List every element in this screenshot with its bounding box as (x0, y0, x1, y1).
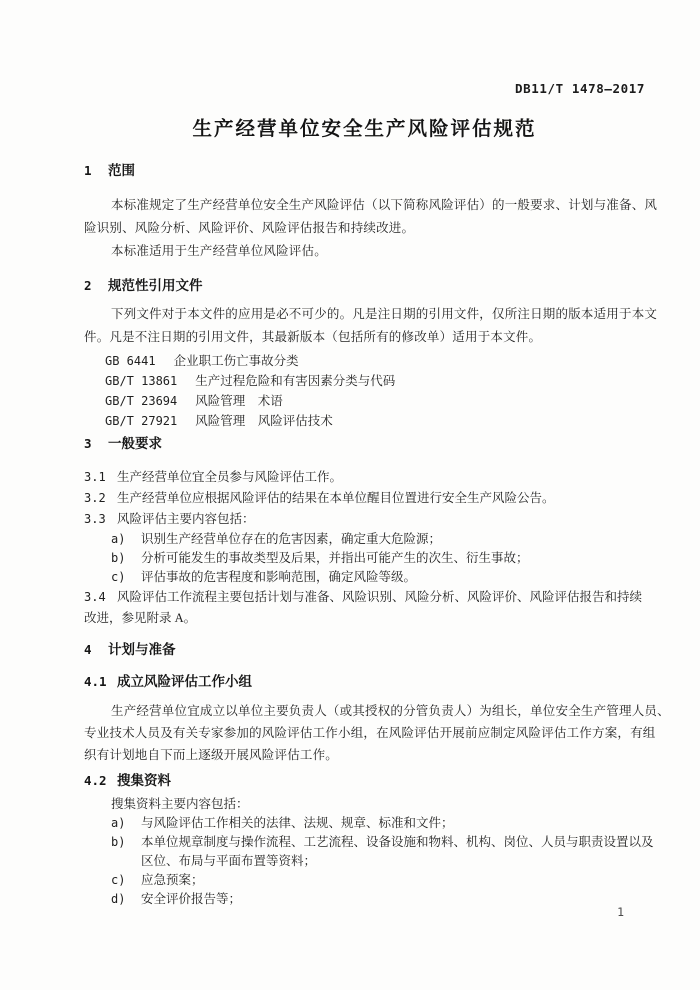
section-4-2-heading (84, 772, 645, 790)
clause-3-4-continuation: 改进，参见附录 A。 (84, 611, 197, 625)
section-2-title: 规范性引用文件 (108, 278, 203, 293)
list-item-a (84, 530, 645, 549)
paragraph-line: 织有计划地自下而上逐级开展风险评估工作。 (84, 748, 339, 762)
paragraph-line: 件。凡是不注日期的引用文件，其最新版本（包括所有的修改单）适用于本文件。 (84, 330, 542, 344)
paragraph-line: 险识别、风险分析、风险评价、风险评估报告和持续改进。 (84, 221, 415, 235)
section-2-heading (84, 277, 645, 295)
section-4-number: 4 (84, 642, 92, 657)
reference-name: 风险管理 术语 (195, 394, 283, 408)
section-4-heading (84, 641, 645, 659)
section-1-heading (84, 162, 645, 180)
section-1-paragraph (84, 194, 658, 263)
paragraph-line: 本标准规定了生产经营单位安全生产风险评估（以下简称风险评估）的一般要求、计划与准备、风 (111, 198, 658, 212)
section-3-heading (84, 435, 645, 453)
list-item-text: 评估事故的危害程度和影响范围，确定风险等级。 (141, 570, 417, 584)
clause-number: 3.3 (84, 512, 106, 526)
list-item-c (84, 568, 645, 587)
reference-item (84, 391, 645, 411)
reference-code: GB/T 23694 (105, 394, 178, 408)
section-2-number: 2 (84, 278, 92, 293)
section-3-clauses (84, 467, 645, 629)
section-4-1-paragraph (84, 700, 670, 766)
list-marker: b) (111, 551, 126, 565)
reference-name: 生产过程危险和有害因素分类与代码 (195, 374, 396, 388)
list-item-b-continuation: 区位、布局与平面布置等资料； (141, 854, 317, 868)
list-item-c (84, 871, 645, 890)
clause-3-2 (84, 488, 645, 509)
list-item-text: 识别生产经营单位存在的危害因素，确定重大危险源； (141, 532, 442, 546)
section-4-title: 计划与准备 (108, 642, 176, 657)
reference-item (84, 411, 645, 431)
paragraph-line: 专业技术人员及有关专家参加的风险评估工作小组，在风险评估开展前应制定风险评估工作方案，有组 (84, 726, 656, 740)
section-4-1-number: 4.1 (84, 674, 107, 689)
list-item-text: 与风险评估工作相关的法律、法规、规章、标准和文件； (141, 816, 454, 830)
section-4-2-number: 4.2 (84, 773, 107, 788)
list-marker: b) (111, 835, 126, 849)
list-item-b (84, 549, 645, 568)
clause-text: 风险评估工作流程主要包括计划与准备、风险识别、风险分析、风险评价、风险评估报告和持续 (117, 590, 643, 604)
clause-number: 3.1 (84, 470, 106, 484)
list-marker: c) (111, 570, 126, 584)
list-item-text: 本单位规章制度与操作流程、工艺流程、设备设施和物料、机构、岗位、人员与职责设置以及 (141, 835, 654, 849)
clause-3-4 (84, 587, 645, 608)
section-4-2-intro: 搜集资料主要内容包括： (111, 797, 249, 811)
clause-text: 生产经营单位应根据风险评估的结果在本单位醒目位置进行安全生产风险公告。 (117, 491, 555, 505)
section-2-paragraph (84, 303, 658, 349)
clause-number: 3.4 (84, 590, 106, 604)
list-item-a (84, 814, 645, 833)
clause-number: 3.2 (84, 491, 106, 505)
list-marker: a) (111, 816, 126, 830)
reference-name: 企业职工伤亡事故分类 (173, 354, 299, 368)
list-marker: c) (111, 873, 126, 887)
paragraph-line: 本标准适用于生产经营单位风险评估。 (111, 244, 327, 258)
reference-name: 风险管理 风险评估技术 (195, 414, 333, 428)
reference-code: GB/T 13861 (105, 374, 178, 388)
document-title: 生产经营单位安全生产风险评估规范 (192, 118, 537, 140)
clause-3-3 (84, 509, 645, 530)
section-3-number: 3 (84, 436, 92, 451)
list-item-text: 安全评价报告等； (141, 892, 242, 906)
section-1-number: 1 (84, 163, 92, 178)
normative-references-list (84, 351, 645, 431)
list-item-text: 应急预案； (141, 873, 204, 887)
list-item-b (84, 833, 654, 852)
paragraph-line: 生产经营单位宜成立以单位主要负责人（或其授权的分管负责人）为组长，单位安全生产管理人员、 (111, 704, 670, 718)
clause-3-1 (84, 467, 645, 488)
list-item-text: 分析可能发生的事故类型及后果，并指出可能产生的次生、衍生事故； (141, 551, 529, 565)
section-4-1-heading (84, 673, 645, 691)
reference-code: GB/T 27921 (105, 414, 178, 428)
section-4-2-title: 搜集资料 (117, 773, 171, 788)
reference-item (84, 371, 645, 391)
paragraph-line: 下列文件对于本文件的应用是必不可少的。凡是注日期的引用文件，仅所注日期的版本适用于本文 (111, 307, 658, 321)
page-content (84, 81, 670, 909)
reference-code: GB 6441 (105, 354, 156, 368)
reference-item (84, 351, 645, 371)
list-marker: d) (111, 892, 126, 906)
section-1-title: 范围 (108, 163, 135, 178)
section-4-2-list (84, 814, 654, 909)
clause-text: 风险评估主要内容包括： (117, 512, 255, 526)
clause-text: 生产经营单位宜全员参与风险评估工作。 (117, 470, 343, 484)
list-item-d (84, 890, 645, 909)
standard-code: DB11/T 1478—2017 (514, 81, 645, 96)
section-3-title: 一般要求 (108, 436, 162, 451)
section-4-1-title: 成立风险评估工作小组 (117, 674, 252, 689)
page-number: 1 (617, 905, 624, 919)
list-marker: a) (111, 532, 126, 546)
